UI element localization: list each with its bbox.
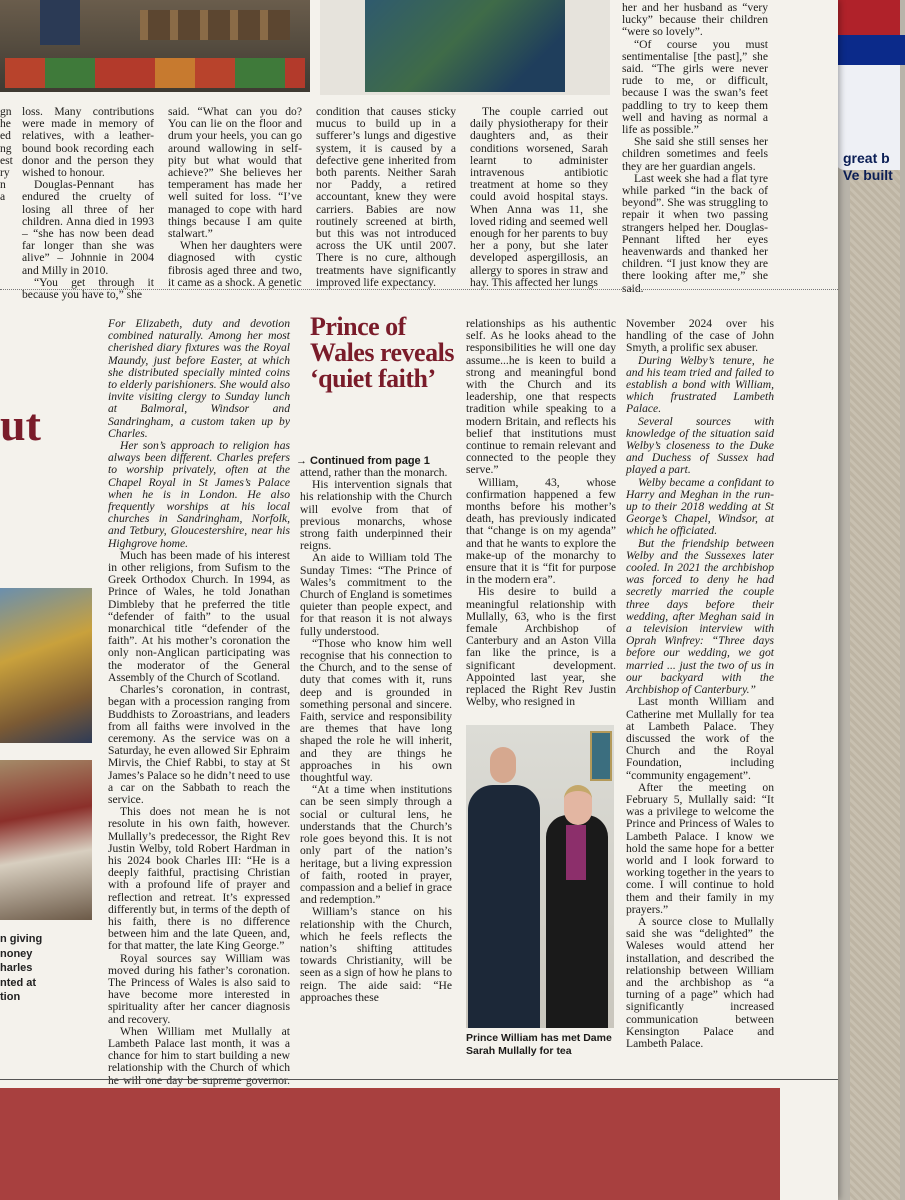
page-bottom-rule bbox=[0, 1079, 838, 1080]
article-col-d bbox=[626, 318, 774, 1050]
col-b-paragraph: attend, rather than the monarch. bbox=[300, 466, 448, 479]
article-col-c bbox=[466, 318, 616, 709]
upper-col-2 bbox=[168, 106, 302, 289]
col-d-paragraph: But the friendship between Welby and the Sussexes later cooled. In 2021 the archbishop was forced to deny he had secretly married the couple three days before their wedding, after Meghan said in a television interview with Oprah Winfrey: “Three days before our wedding, we got married ... just the two of us in our backyard with the Archbishop of Canterbury.” bbox=[626, 536, 774, 697]
headline: Prince of Wales reveals ‘quiet faith’ bbox=[310, 312, 454, 393]
clerical-shirt bbox=[566, 825, 586, 880]
col-a-paragraph: This does not mean he is not resolute in his own faith, however. Mullally’s predecessor, the Right Rev Justin Welby, told Robert Hardman in his 2024 book Charles III: “He is a deeply faithful, practising Christian with a profound life of prayer and reflection and retreat. It’s expressed differently but, in terms of the depth of his faith, there is no difference between him and the late Queen, and, for that matter, the late King George.” bbox=[108, 805, 290, 953]
section-divider bbox=[0, 289, 838, 290]
upper-col-0-fragment: a bbox=[0, 190, 6, 204]
col-a-paragraph: Charles’s coronation, in contrast, began with a procession ranging from Buddhists to Zoroastrians, and leaders from all faiths were involved in the ceremony. As the service was on a Saturday, he even allowed Sir Ephraim Mirvis, the Chief Rabbi, to stay at St James’s Palace so he didn’t need to use a car on the Sabbath to reach the service. bbox=[108, 683, 290, 806]
rug bbox=[5, 58, 305, 88]
leaflet-text-1: great b bbox=[843, 150, 890, 166]
upper-col-0-fragment: he bbox=[0, 117, 11, 131]
edge-caption-line: noney bbox=[0, 947, 33, 960]
edge-caption-line: n giving bbox=[0, 933, 43, 945]
edge-caption bbox=[0, 932, 42, 1005]
col-d-paragraph: During Welby’s tenure, he and his team tried and failed to establish a bond with William, which frustrated Lambeth Palace. bbox=[626, 353, 774, 416]
col-a-paragraph: Her son’s approach to religion has always been different. Charles prefers to worship privately, often at the Chapel Royal in St James’s Palace when he is in London. He also frequently worships at his local churches in Sandringham, Norfolk, and Tetbury, Gloucestershire, near his Highgrove home. bbox=[108, 439, 290, 550]
upper-col-1-p3: “You get through it because you have to,” she bbox=[22, 275, 154, 302]
col-d-paragraph: Several sources with knowledge of the situation said Welby’s closeness to the Duke and Duchess of Sussex had played a part. bbox=[626, 414, 774, 477]
upper-col-0 bbox=[0, 106, 14, 204]
coronation-photo-bottom bbox=[0, 760, 92, 920]
col-c-paragraph: William, 43, whose confirmation happened a few months before his mother’s death, has previously indicated that “change is on my agenda” and that he wants to explore the make-up of the monarchy to ensure that it is “fit for purpose in the modern era”. bbox=[466, 475, 616, 587]
col-c-paragraph: His desire to build a meaningful relationship with Mullally, 63, who is the first female Archbishop of Canterbury and an Aston Villa fan like the prince, is a significant development. Appointed last year, she replaced the Right Rev Justin Welby, who resigned in bbox=[466, 585, 616, 709]
col-b-paragraph: William’s stance on his relationship with the Church, which he feels reflects the nation’s shifting attitudes towards Christianity, will be seen as a sign of how he plans to reign. The aide said: “He approaches these bbox=[300, 905, 452, 1004]
leaflet-banner bbox=[835, 35, 905, 65]
col-b-paragraph: “Those who know him well recognise that his connection to the Church, and to the sense of duty that comes with it, runs deep and is grounded in something personal and sincere. Faith, service and responsibility are themes that have long shaped the role he will inherit, and they are things he approaches in his own thoughtful way. bbox=[300, 636, 452, 785]
upper-col-5-p1: her and her husband as “very lucky” because their children “were so lovely”. bbox=[622, 1, 768, 39]
previous-headline-fragment: ut bbox=[0, 399, 41, 450]
upper-col-0-fragment: ed bbox=[0, 129, 11, 143]
upper-col-5-p2: “Of course you must sentimentalise [the past],” she said. “The girls were never rude to me, or difficult, because I was the swan’s feet paddling to try to keep them well and having as normal a life as possible.” bbox=[622, 37, 768, 137]
pew bbox=[140, 10, 290, 40]
advert-band bbox=[0, 1088, 780, 1200]
upper-col-0-fragment: ry bbox=[0, 166, 10, 180]
upper-col-4-p1: The couple carried out daily physiotherapy for their daughters and, as their conditions worsened, Sarah learnt to administer intravenous antibiotic treatment at home so they could avoid hospital stays. When Anna was 11, she loved riding and seemed well enough for her parents to buy her a pony, but she later developed aspergillosis, an allergy to spores in straw and hay. This affected her lungs bbox=[470, 105, 608, 289]
upper-col-4 bbox=[470, 106, 608, 289]
continued-from-page-1: → Continued from page 1 bbox=[296, 455, 430, 467]
upper-col-0-fragment: est bbox=[0, 153, 13, 167]
wall-painting bbox=[590, 731, 612, 781]
upper-col-1-p2: Douglas-Pennant has endured the cruelty of losing all three of her children. Anna died in 1993 – “she has now been dead far longer than she was alive” – Johnnie in 2004 and Milly in 2010. bbox=[22, 178, 154, 277]
upper-col-0-fragment: n bbox=[0, 178, 6, 192]
upper-col-5 bbox=[622, 2, 768, 295]
upper-col-3 bbox=[316, 106, 456, 289]
col-d-paragraph: After the meeting on February 5, Mullally said: “It was a privilege to welcome the Prince and Princess of Wales to Lambeth Palace. I know we hold the same hope for a better world and I look forward to working together in the years to come. I will continue to hold them and their family in my prayers.” bbox=[626, 780, 774, 916]
upper-col-0-fragment: ng bbox=[0, 141, 12, 155]
photo-caption: Prince William has met Dame Sarah Mullally for tea bbox=[466, 1032, 612, 1057]
article-col-b bbox=[300, 467, 452, 1004]
edge-caption-line: harles bbox=[0, 962, 33, 974]
upper-col-1-p1: loss. Many contributions were made in memory of relatives, with a leather-bound book recording each donor and the person they wished to honour. bbox=[22, 105, 154, 180]
col-d-paragraph: November 2024 over his handling of the case of John Smyth, a prolific sex abuser. bbox=[626, 317, 774, 355]
person-legs bbox=[40, 0, 80, 45]
stained-glass-photo bbox=[365, 0, 565, 92]
edge-caption-line: nted at bbox=[0, 976, 37, 989]
col-d-paragraph: Last month William and Catherine met Mullally for tea at Lambeth Palace. They discussed the work of the Church and the Royal Foundation, including “community engagement”. bbox=[626, 695, 774, 782]
prince-william-mullally-photo bbox=[466, 725, 614, 1028]
article-col-a bbox=[108, 318, 290, 1148]
col-a-paragraph: When William met Mullally at Lambeth Palace last month, it was a chance for him to start building a new relationship with the Church of which he will one day be supreme governor. bbox=[108, 1024, 290, 1087]
upper-col-1 bbox=[22, 106, 154, 301]
col-a-paragraph: For Elizabeth, duty and devotion combined naturally. Among her most cherished diary fixtures was the Royal Maundy, just before Easter, at which she distributed specially minted coins to elderly parishioners. She would also invite visiting clergy to Sunday lunch at Balmoral, Windsor and Sandringham, a custom taken up by Charles. bbox=[108, 317, 290, 440]
prince-william-head bbox=[490, 747, 516, 783]
church-interior-photo bbox=[0, 0, 310, 92]
col-b-paragraph: “At a time when institutions can be seen simply through a social or cultural lens, he understands that the Church’s role goes beyond this. It is not only part of the nation’s heritage, but a living expression of faith, rooted in prayer, compassion and a belief in grace and redemption.” bbox=[300, 783, 452, 907]
upper-col-5-p3: She said she still senses her children sometimes and feels they are her guardian angels. bbox=[622, 135, 768, 173]
leaflet-text-2: Ve built bbox=[843, 167, 893, 183]
col-d-paragraph: A source close to Mullally said she was “delighted” the Waleses would attend her installation, and described the relationship between William and the archbishop as “a turning of a page” which had significantly increased communication between Kensington Palace and Lambeth Palace. bbox=[626, 914, 774, 1050]
col-b-paragraph: An aide to William told The Sunday Times: “The Prince of Wales’s commitment to the Church of England is sometimes quieter than people expect, and for that reason it is not always fully understood. bbox=[300, 551, 452, 638]
edge-caption-line: tion bbox=[0, 991, 21, 1003]
carpet-background bbox=[850, 170, 900, 1200]
col-a-paragraph: Much has been made of his interest in other religions, from Sufism to the Greek Orthodox Church. In 1994, as Prince of Wales, he told Jonathan Dimbleby that he preferred the title “defender of faith” to the usual monarchical title “defender of the faith”. At his mother’s coronation the only non-Anglican participating was the moderator of the General Assembly of the Church of Scotland. bbox=[108, 548, 290, 684]
upper-col-2-p1: said. “What can you do? You can lie on the floor and drum your heels, you can go around wallowing in self-pity but what would that achieve?” She believes her temperament has made her well suited for loss. “I’ve managed to cope with hard things because I am quite stalwart.” bbox=[168, 105, 302, 241]
coronation-photo-top bbox=[0, 588, 92, 743]
col-d-paragraph: Welby became a confidant to Harry and Meghan in the run-up to their 2018 wedding at St George’s Chapel, Windsor, at which he officiated. bbox=[626, 475, 774, 538]
leaflet bbox=[835, 35, 900, 183]
prince-william-figure bbox=[468, 785, 540, 1028]
col-a-paragraph: Royal sources say William was moved during his father’s coronation. The Princess of Wales is also said to have become more interested in spirituality after her cancer diagnosis and recovery. bbox=[108, 951, 290, 1026]
upper-col-5-p4: Last week she had a flat tyre while parked “in the back of beyond”. She was struggling to repair it when two passing strangers helped her. Douglas-Pennant lifted her eyes heavenwards and thanked her children. “I just know they are there looking after me,” she said. bbox=[622, 171, 768, 295]
upper-col-0-fragment: gn bbox=[0, 105, 12, 118]
upper-col-3-p1: condition that causes sticky mucus to build up in a sufferer’s lungs and digestive system, it is caused by a defective gene inherited from both parents. Neither Sarah nor Paddy, a retired accountant, knew they were carriers. Babies are now routinely screened at birth, but this was not introduced across the UK until 2007. There is no cure, although treatments have significantly improved life expectancy. bbox=[316, 105, 456, 289]
sarah-mullally-head bbox=[564, 785, 592, 825]
col-b-paragraph: His intervention signals that his relationship with the Church will evolve from that of previous monarchs, whose strong faith underpinned their reigns. bbox=[300, 478, 452, 553]
upper-col-2-p2: When her daughters were diagnosed with cystic fibrosis aged three and two, it came as a shock. A genetic bbox=[168, 239, 302, 289]
col-c-paragraph: relationships as his authentic self. As he looks ahead to the responsibilities he will one day assume...he is keen to build a strong and meaningful bond with the Church and its leadership, one that respects tradition while speaking to a modern Britain, and reflects his belief that institutions must continue to remain relevant and connected to the people they serve.” bbox=[466, 317, 616, 477]
